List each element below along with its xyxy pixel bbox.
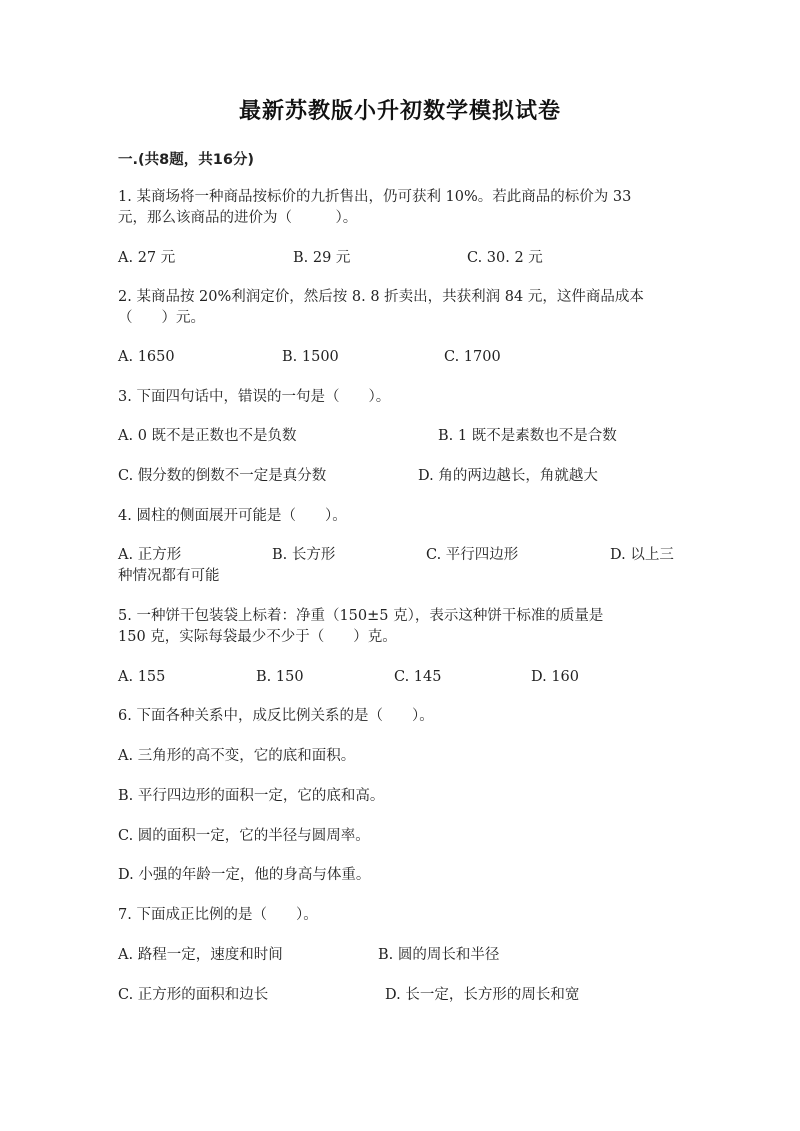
question-6-option-a: A. 三角形的高不变，它的底和面积。	[118, 748, 356, 764]
question-5-text-line-1: 5. 一种饼干包装袋上标着：净重（150±5 克），表示这种饼干标准的质量是	[118, 608, 604, 624]
question-6-option-b: B. 平行四边形的面积一定，它的底和高。	[118, 788, 385, 804]
question-5-option-d: D. 160	[531, 669, 580, 685]
question-1-option-c: C. 30. 2 元	[467, 250, 543, 266]
question-4-option-d-continued: 种情况都有可能	[118, 568, 220, 584]
page-title: 最新苏教版小升初数学模拟试卷	[238, 99, 561, 124]
question-3-option-d: D. 角的两边越长，角就越大	[418, 468, 598, 484]
question-3-option-c: C. 假分数的倒数不一定是真分数	[118, 468, 327, 484]
question-4-option-a: A. 正方形	[118, 547, 182, 563]
question-3-option-b: B. 1 既不是素数也不是合数	[438, 428, 617, 444]
question-2-text-line-2: （ ）元。	[118, 310, 205, 326]
question-2-option-c: C. 1700	[444, 349, 501, 365]
section-heading: 一.(共8题，共16分)	[118, 152, 255, 168]
question-6-option-c: C. 圆的面积一定，它的半径与圆周率。	[118, 828, 370, 844]
question-5-option-a: A. 155	[118, 669, 166, 685]
question-1-option-b: B. 29 元	[293, 250, 351, 266]
question-7-option-b: B. 圆的周长和半径	[378, 947, 500, 963]
question-7-option-a: A. 路程一定，速度和时间	[118, 947, 283, 963]
question-5-option-b: B. 150	[256, 669, 304, 685]
question-2-option-a: A. 1650	[118, 349, 175, 365]
question-3-option-a: A. 0 既不是正数也不是负数	[118, 428, 297, 444]
question-1-text-line-2: 元，那么该商品的进价为（ ）。	[118, 210, 358, 226]
question-6-option-d: D. 小强的年龄一定，他的身高与体重。	[118, 867, 371, 883]
question-2-option-b: B. 1500	[282, 349, 339, 365]
question-1-option-a: A. 27 元	[118, 250, 176, 266]
question-3-text: 3. 下面四句话中，错误的一句是（ ）。	[118, 389, 391, 405]
question-7-option-c: C. 正方形的面积和边长	[118, 987, 269, 1003]
question-2-text-line-1: 2. 某商品按 20%利润定价，然后按 8. 8 折卖出，共获利润 84 元，这件商品成本	[118, 289, 644, 305]
question-4-option-b: B. 长方形	[272, 547, 336, 563]
question-7-option-d: D. 长一定，长方形的周长和宽	[385, 987, 580, 1003]
question-5-option-c: C. 145	[394, 669, 442, 685]
question-4-option-d: D. 以上三	[610, 547, 674, 563]
question-4-option-c: C. 平行四边形	[426, 547, 519, 563]
question-6-text: 6. 下面各种关系中，成反比例关系的是（ ）。	[118, 708, 434, 724]
question-4-text: 4. 圆柱的侧面展开可能是（ ）。	[118, 508, 347, 524]
question-1-text-line-1: 1. 某商场将一种商品按标价的九折售出，仍可获利 10%。若此商品的标价为 33	[118, 189, 632, 205]
question-7-text: 7. 下面成正比例的是（ ）。	[118, 907, 318, 923]
question-5-text-line-2: 150 克，实际每袋最少不少于（ ）克。	[118, 629, 397, 645]
